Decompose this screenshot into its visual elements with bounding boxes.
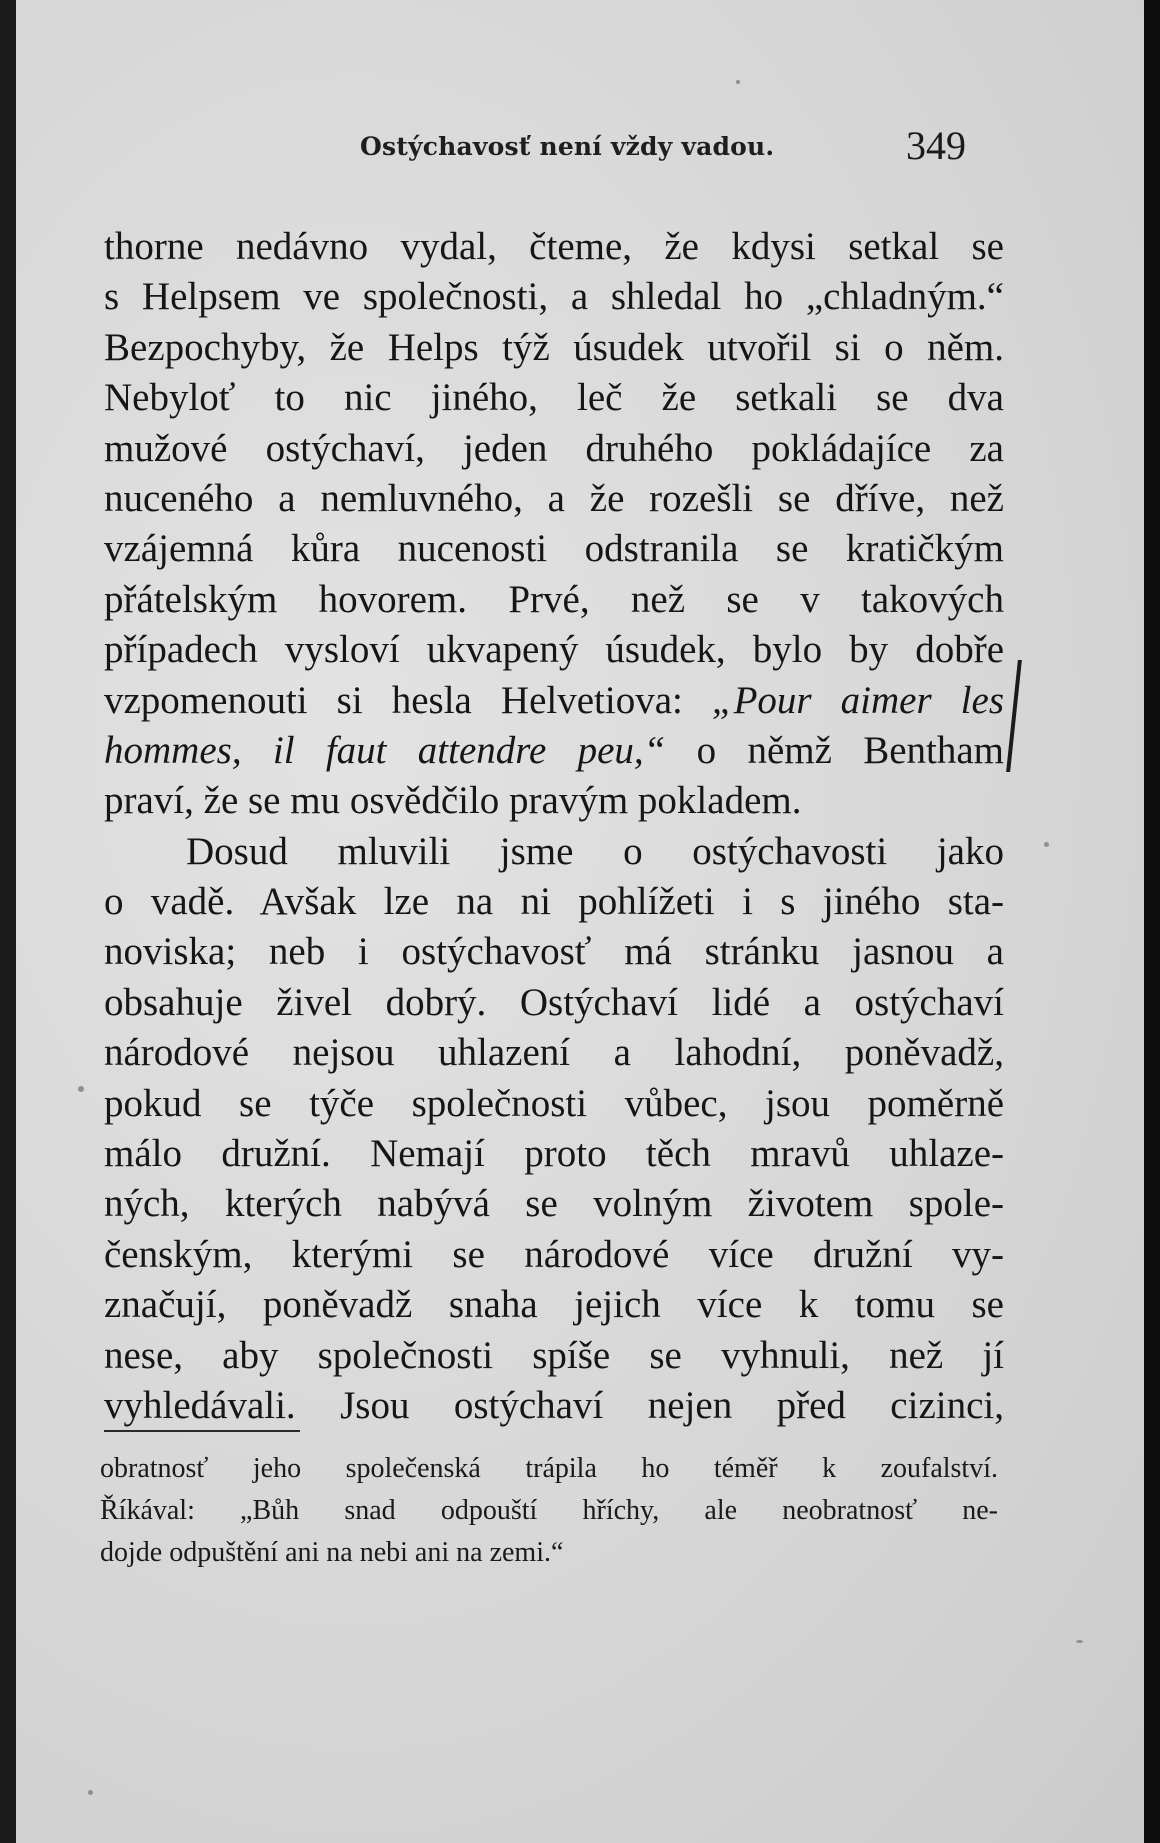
paper-speck [736, 80, 740, 84]
book-page [16, 0, 1144, 1843]
paragraph-start-line: Dosud mluvili jsme o ostýchavosti jako [186, 829, 1004, 873]
italic-quote: hommes, il faut attendre peu,“ [104, 728, 666, 772]
footnote-rule [104, 1430, 300, 1432]
text-line: s Helpsem ve společnosti, a shledal ho „chladným.“ [104, 275, 1004, 319]
scan-right-edge [1144, 0, 1160, 1843]
text-segment: o němž Bentham [696, 728, 1004, 772]
text-line: noviska; neb i ostýchavosť má stránku jasnou a [104, 930, 1004, 974]
text-line: thorne nedávno vydal, čteme, že kdysi setkal se [104, 225, 1004, 268]
text-line: Bezpochyby, že Helps týž úsudek utvořil si o něm. [104, 325, 1004, 369]
text-line: nuceného a nemluvného, a že rozešli se dříve, než [104, 476, 1004, 520]
text-line-with-quote [104, 676, 1004, 726]
text-line: čenským, kterými se národové více družní vy- [104, 1232, 1004, 1276]
running-title: Ostýchavosť není vždy vadou. [360, 132, 775, 161]
text-line-with-quote [104, 726, 1004, 776]
scan-left-edge [0, 0, 16, 1843]
footnote-line: Říkával: „Bůh snad odpouští hříchy, ale neobratnosť ne- [100, 1495, 998, 1526]
text-line: praví, že se mu osvědčilo pravým pokladem. [104, 779, 802, 823]
footnote [100, 1448, 998, 1574]
text-line: pokud se týče společnosti vůbec, jsou poměrně [104, 1081, 1004, 1125]
text-line: vzájemná kůra nucenosti odstranila se kratičkým [104, 527, 1004, 571]
text-line: nese, aby společnosti spíše se vyhnuli, než jí [104, 1333, 1004, 1377]
page-number: 349 [906, 123, 966, 168]
text-segment: vzpomenouti si hesla Helvetiova: [104, 678, 712, 722]
paper-speck [1076, 1640, 1083, 1643]
footnote-line: dojde odpuštění ani na nebi ani na zemi.“ [100, 1537, 564, 1568]
text-line: Nebyloť to nic jiného, leč že setkali se dva [104, 376, 1004, 420]
body-text [104, 222, 1004, 1431]
text-line: mužové ostýchaví, jeden druhého pokládajíce za [104, 426, 1004, 470]
paper-speck [78, 1086, 84, 1092]
text-line: přátelským hovorem. Prvé, než se v takových [104, 577, 1004, 621]
text-line: málo družní. Nemají proto těch mravů uhlaze- [104, 1132, 1004, 1176]
margin-pencil-mark [1006, 660, 1022, 772]
italic-quote: „Pour aimer les [711, 678, 1004, 722]
text-line: značují, poněvadž snaha jejich více k tomu se [104, 1283, 1004, 1327]
paper-speck [1044, 842, 1049, 847]
paper-speck [88, 1790, 93, 1795]
text-line: národové nejsou uhlazení a lahodní, poněvadž, [104, 1031, 1004, 1075]
text-line: ných, kterých nabývá se volným životem spole- [104, 1182, 1004, 1226]
footnote-line: obratnosť jeho společenská trápila ho téměř k zoufalství. [100, 1453, 998, 1484]
text-line: případech vysloví ukvapený úsudek, bylo by dobře [104, 628, 1004, 672]
text-line: o vadě. Avšak lze na ni pohlížeti i s jiného sta- [104, 880, 1004, 924]
text-line: vyhledávali. Jsou ostýchaví nejen před cizinci, [104, 1383, 1004, 1427]
text-line: obsahuje živel dobrý. Ostýchaví lidé a ostýchaví [104, 980, 1004, 1024]
